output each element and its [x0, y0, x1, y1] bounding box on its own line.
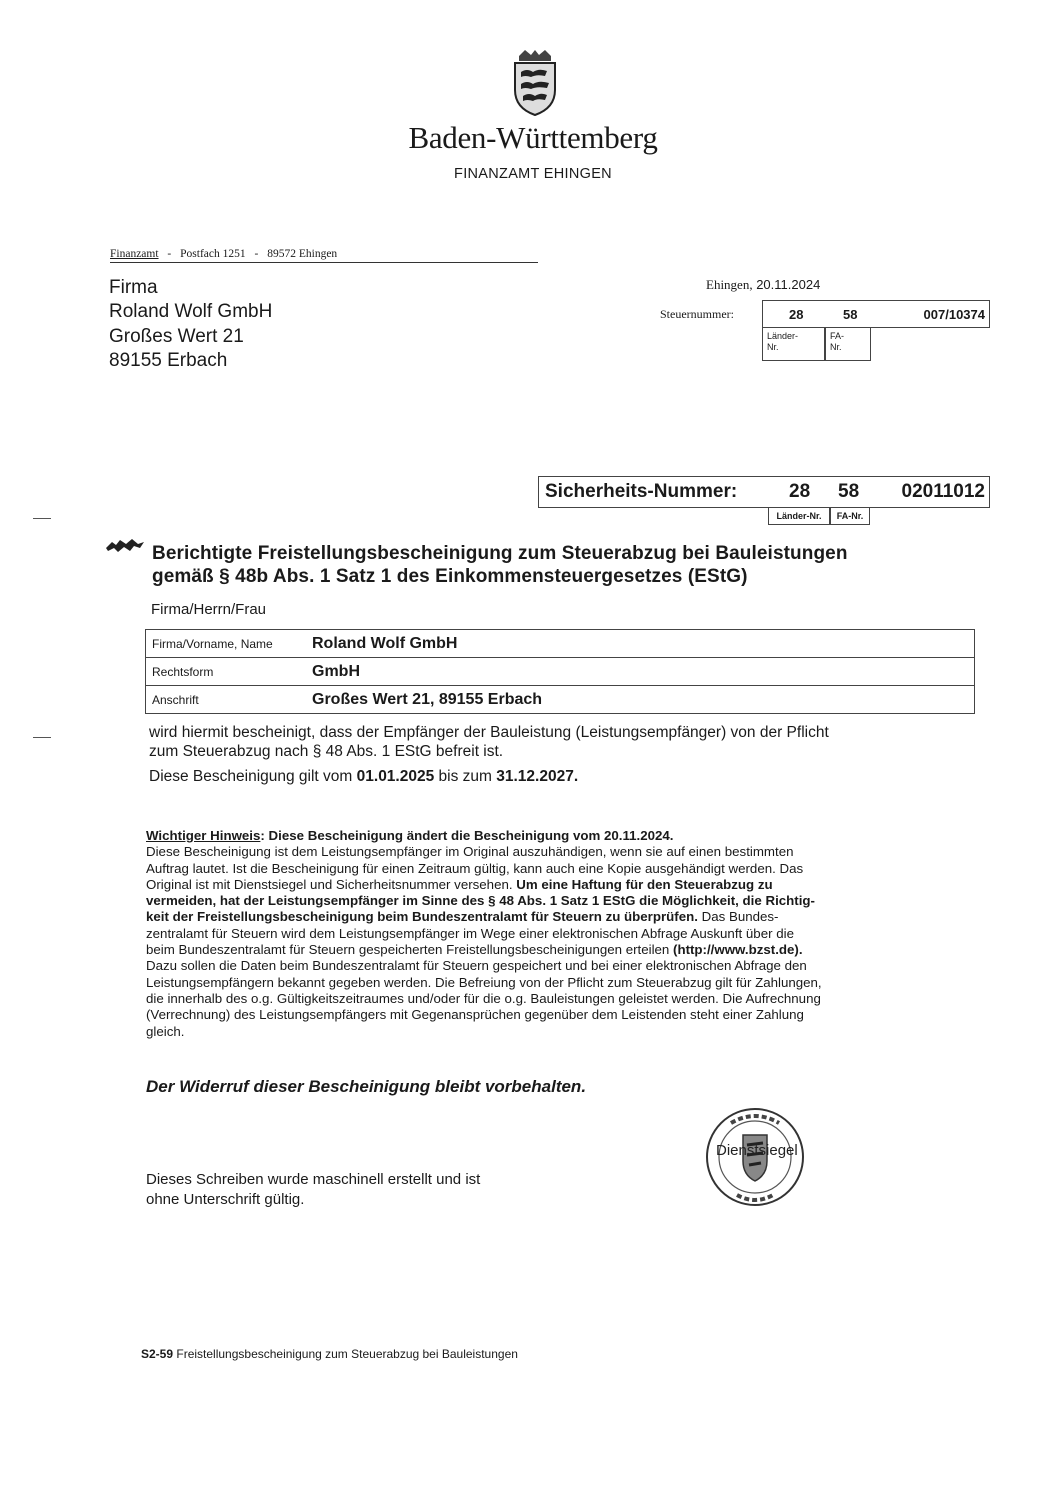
return-sep-1: - [167, 248, 172, 260]
notice-line: (Verrechnung) des Leistungsempfängers mit Gegenansprüchen gegenüber dem Leistenden steht einer Zahlung [146, 1007, 804, 1023]
tax-number-label: Steuernummer: [660, 307, 734, 321]
security-land-caption: Länder-Nr. [768, 508, 830, 525]
return-address [110, 248, 538, 263]
lion-emblem-icon [104, 536, 146, 554]
tax-land-caption-1: Länder- [767, 331, 799, 341]
return-city: 89572 Ehingen [267, 248, 338, 260]
tax-land-number: 28 [789, 307, 804, 322]
tax-number-value: 007/10374 [923, 307, 985, 322]
notice-line [146, 893, 976, 909]
tax-fa-caption-1: FA- [830, 331, 845, 341]
fold-mark [33, 518, 51, 519]
seal-text: Dienstsiegel [716, 1142, 798, 1159]
machine-note-line-1: Dieses Schreiben wurde maschinell erstellt und ist [146, 1171, 481, 1188]
notice-heading-line [146, 828, 976, 844]
security-number-value: 02011012 [901, 481, 985, 502]
notice-text: beim Bundeszentralamt für Steuern gespeicherten Freistellungsbescheinigungen erteilen [146, 942, 674, 958]
security-number-label: Sicherheits-Nummer: [545, 481, 738, 502]
certificate-title-line-2: gemäß § 48b Abs. 1 Satz 1 des Einkommensteuergesetzes (EStG) [152, 566, 748, 587]
notice-line: gleich. [146, 1023, 185, 1039]
detail-label-legal-form: Rechtsform [146, 658, 313, 686]
table-row [146, 630, 975, 658]
state-coat-of-arms-icon [509, 50, 561, 116]
notice-line: Diese Bescheinigung ist dem Leistungsempfänger im Original auszuhändigen, wenn sie auf einen bestimmten [146, 844, 794, 860]
notice-text: Original ist mit Dienstsiegel und Sicherheitsnummer versehen. [146, 876, 517, 892]
notice-line [146, 877, 976, 893]
notice-line: Auftrag lautet. Ist die Bescheinigung für einen Zeitraum gültig, kann auch eine Kopie ausgehändigt werden. Das [146, 860, 804, 876]
tax-fa-caption-2: Nr. [830, 342, 842, 352]
detail-label-address: Anschrift [146, 686, 313, 714]
recipient-line-3: Großes Wert 21 [109, 326, 244, 347]
letter-date [706, 277, 820, 293]
recipient-details-table [145, 629, 975, 714]
detail-value-legal-form: GmbH [312, 658, 975, 686]
validity-suffix: . [573, 768, 579, 785]
certificate-title-line-1: Berichtigte Freistellungsbescheinigung zum Steuerabzug bei Bauleistungen [152, 543, 848, 564]
notice-line [146, 942, 976, 958]
detail-label-name: Firma/Vorname, Name [152, 636, 273, 651]
recipient-line-4: 89155 Erbach [109, 350, 228, 371]
form-footer [141, 1347, 518, 1361]
form-name: Freistellungsbescheinigung zum Steuerabzug bei Bauleistungen [173, 1347, 518, 1361]
date-place: Ehingen, [706, 277, 753, 292]
notice-colon: : [260, 828, 265, 843]
detail-value-address: Großes Wert 21, 89155 Erbach [312, 686, 975, 714]
security-land-number: 28 [789, 481, 811, 502]
notice-bold-text: vermeiden, hat der Leistungsempfänger im Sinne des § 48 Abs. 1 Satz 1 EStG die Möglichkeit, die Richtig- [146, 893, 815, 909]
notice-bold-text: Um eine Haftung für den Steuerabzug zu [516, 876, 773, 892]
validity-statement [149, 767, 578, 787]
table-row [146, 686, 975, 714]
machine-note-line-2: ohne Unterschrift gültig. [146, 1191, 305, 1208]
notice-line: zentralamt für Steuern wird dem Leistungsempfänger im Wege einer elektronischen Abfrage Auskunft über die [146, 925, 794, 941]
state-name: Baden-Württemberg [408, 120, 658, 155]
validity-prefix: Diese Bescheinigung gilt vom [149, 768, 357, 785]
notice-line: Dazu sollen die Daten beim Bundeszentralamt für Steuern gespeichert und bei einer elektronischen Abfrage den [146, 958, 807, 974]
valid-to-date: 31.12.2027 [496, 768, 574, 785]
office-name: FINANZAMT EHINGEN [454, 166, 612, 182]
tax-land-caption-2: Nr. [767, 342, 779, 352]
date-value: 20.11.2024 [756, 277, 821, 292]
notice-line [146, 909, 976, 925]
certification-line-1: wird hiermit bescheinigt, dass der Empfänger der Bauleistung (Leistungsempfänger) von der Pflicht [149, 724, 829, 741]
detail-value-name: Roland Wolf GmbH [312, 634, 458, 652]
tax-number-box [762, 300, 990, 328]
return-box: Postfach 1251 [180, 248, 246, 260]
revocation-notice: Der Widerruf dieser Bescheinigung bleibt vorbehalten. [146, 1077, 587, 1096]
valid-from-date: 01.01.2025 [356, 768, 435, 785]
security-number-box [538, 476, 990, 508]
tax-land-caption [762, 328, 825, 361]
return-sep-2: - [254, 248, 259, 260]
table-row [146, 658, 975, 686]
notice-heading: Wichtiger Hinweis [146, 828, 261, 843]
certification-line-2: zum Steuerabzug nach § 48 Abs. 1 EStG befreit ist. [149, 743, 504, 760]
tax-fa-caption [825, 328, 871, 361]
bzst-url: (http://www.bzst.de). [673, 942, 803, 958]
validity-mid: bis zum [434, 768, 497, 785]
return-office: Finanzamt [110, 248, 159, 260]
notice-line: Leistungsempfängern bekannt gegeben werden. Die Befreiung von der Pflicht zum Steuerabzug gilt für Zahlungen, [146, 974, 822, 990]
notice-text: Das Bundes- [697, 909, 779, 925]
security-fa-caption: FA-Nr. [830, 508, 870, 525]
tax-fa-number: 58 [843, 307, 858, 322]
firm-heading: Firma/Herrn/Frau [151, 601, 267, 618]
security-fa-number: 58 [838, 481, 860, 502]
recipient-line-1: Firma [109, 277, 158, 298]
notice-line: die innerhalb des o.g. Gültigkeitszeitraumes und/oder für die o.g. Bauleistungen geleistet werden. Die Aufrechnung [146, 990, 821, 1006]
recipient-line-2: Roland Wolf GmbH [109, 301, 273, 322]
form-code: S2-59 [141, 1347, 174, 1361]
fold-mark [33, 737, 51, 738]
notice-heading-text: Diese Bescheinigung ändert die Bescheinigung vom 20.11.2024. [264, 828, 674, 843]
notice-bold-text: keit der Freistellungsbescheinigung beim Bundeszentralamt für Steuern zu überprüfen. [146, 909, 698, 925]
important-notice [146, 828, 976, 1040]
